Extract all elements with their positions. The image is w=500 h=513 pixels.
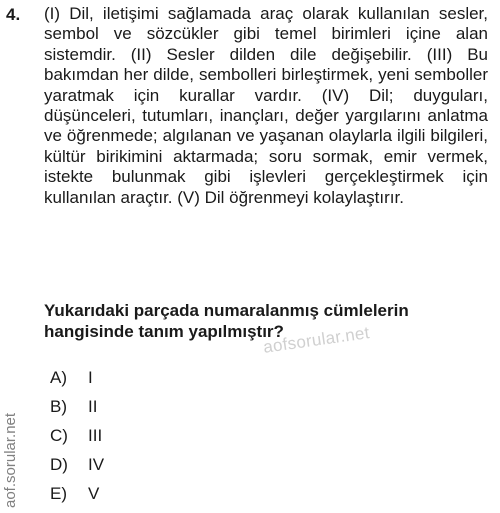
watermark-side: aof.sorular.net <box>2 412 19 508</box>
watermark-center: aofsorular.net <box>262 323 371 357</box>
option-letter: C) <box>50 426 68 445</box>
option-text: IV <box>88 455 105 474</box>
option-letter: D) <box>50 455 68 474</box>
question-prompt: Yukarıdaki parçada numaralanmış cümlelerin hangisinde tanım yapılmıştır? <box>44 301 409 341</box>
option-b[interactable] <box>50 397 104 426</box>
option-letter: B) <box>50 397 67 416</box>
option-text: V <box>88 484 100 503</box>
option-e[interactable] <box>50 484 104 513</box>
option-text: II <box>88 397 98 416</box>
option-d[interactable] <box>50 455 104 484</box>
option-text: I <box>88 368 93 387</box>
question-number: 4. <box>6 5 21 24</box>
option-text: III <box>88 426 103 445</box>
option-c[interactable] <box>50 426 104 455</box>
option-a[interactable] <box>50 368 104 397</box>
option-letter: A) <box>50 368 67 387</box>
question-text: (I) Dil, iletişimi sağlamada araç olarak kullanılan sesler, sembol ve sözcükler gibi temel birimleri içine alan sistemdir. (II) Sesler dilden dile değişebilir. (III) Bu bakımdan her dilde, sembolleri birleştirmek, yeni semboller yaratmak için kurallar vardır. (IV) Dil; duyguları, düşünceleri, tutumları, inançları, değer yargılarını anlatma ve öğrenmede; algılanan ve yaşanan olaylarla ilgili bilgileri, kültür birikimini aktarmada; soru sormak, emir vermek, istekte bulunmak gibi işlevleri gerçekleştirmek için kullanılan araçtır. (V) Dil öğrenmeyi kolaylaştırır. <box>44 4 488 207</box>
answer-options <box>50 368 104 513</box>
option-letter: E) <box>50 484 67 503</box>
